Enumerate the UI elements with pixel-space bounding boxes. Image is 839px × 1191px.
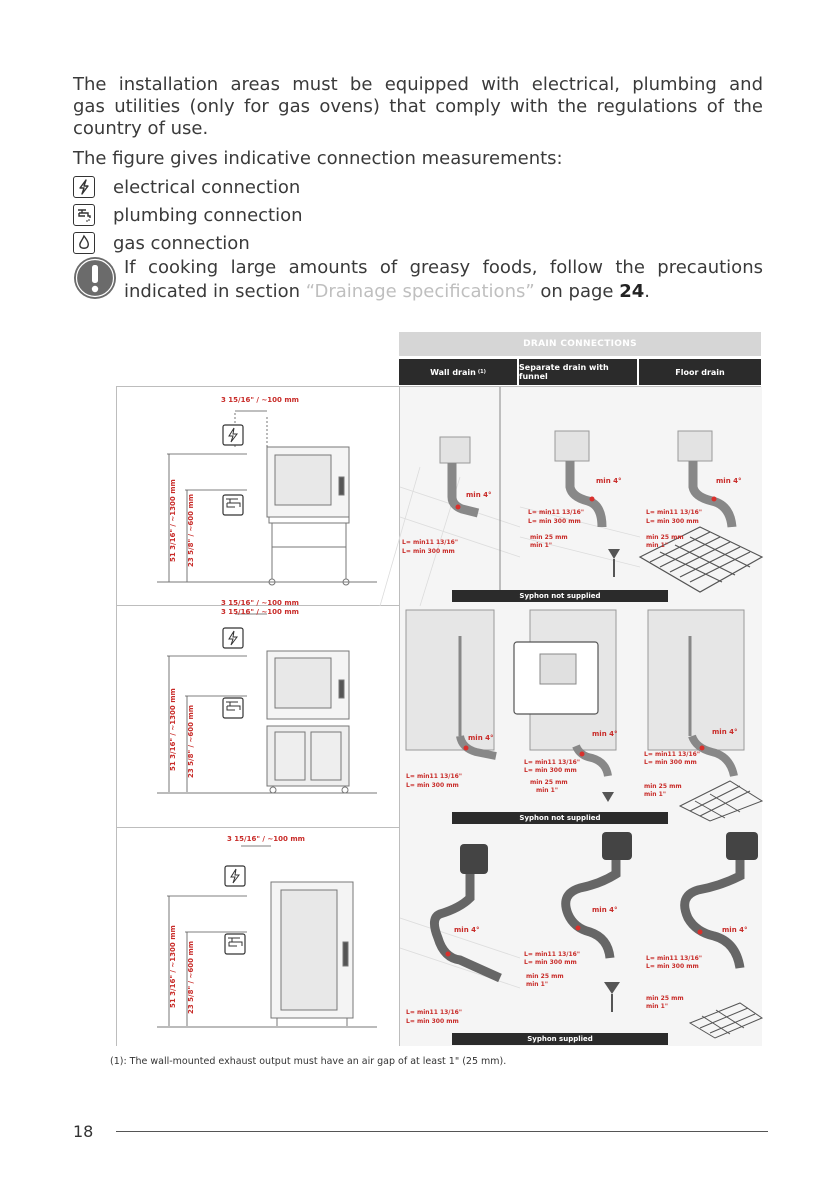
separate-drain-row-1 xyxy=(520,387,640,606)
plumbing-icon xyxy=(73,204,95,226)
svg-text:min 4°: min 4° xyxy=(468,734,494,742)
separate-drain-row-3 xyxy=(520,828,640,1046)
svg-text:min 1": min 1" xyxy=(530,542,552,549)
svg-text:L= min11 13/16": L= min11 13/16" xyxy=(528,509,584,516)
page-reference[interactable]: 24 xyxy=(619,281,645,302)
svg-text:L= min 300 mm: L= min 300 mm xyxy=(646,518,699,525)
svg-text:23 5/8" / ~600 mm: 23 5/8" / ~600 mm xyxy=(187,704,195,778)
svg-text:min 25 mm: min 25 mm xyxy=(644,783,682,790)
column-header-floor-drain: Floor drain xyxy=(639,359,761,385)
drain-connections-figure xyxy=(116,332,761,1046)
intro-line-2: gas utilities (only for gas ovens) that comply with the regulations of the xyxy=(73,96,763,117)
dim-height-high-label: 51 3/16" / ~1300 mm xyxy=(169,479,177,562)
figure-intro: The figure gives indicative connection measurements: xyxy=(73,148,563,169)
svg-text:min 1": min 1" xyxy=(646,542,668,549)
wall-drain-row-3 xyxy=(400,828,520,1046)
oven-diagram-row-2 xyxy=(117,599,400,828)
svg-text:L= min 300 mm: L= min 300 mm xyxy=(406,1018,459,1025)
electrical-icon xyxy=(73,176,95,198)
column-header-separate-drain: Separate drain with funnel xyxy=(519,359,637,385)
svg-text:L= min11 13/16": L= min11 13/16" xyxy=(646,509,702,516)
floor-drain-row-1 xyxy=(640,387,762,606)
svg-text:L= min11 13/16": L= min11 13/16" xyxy=(406,773,462,780)
svg-text:min 4°: min 4° xyxy=(592,906,618,914)
legend-label: electrical connection xyxy=(113,176,301,198)
svg-text:L= min 300 mm: L= min 300 mm xyxy=(524,767,577,774)
legend-gas xyxy=(73,231,250,255)
svg-text:min 4°: min 4° xyxy=(716,477,742,485)
svg-text:min 25 mm: min 25 mm xyxy=(530,779,568,786)
svg-text:min 4°: min 4° xyxy=(712,728,738,736)
svg-text:min 4°: min 4° xyxy=(454,926,480,934)
svg-text:min 4°: min 4° xyxy=(592,730,618,738)
svg-text:L= min11 13/16": L= min11 13/16" xyxy=(646,955,702,962)
syphon-not-supplied-banner-1: Syphon not supplied xyxy=(452,590,668,602)
svg-text:min 25 mm: min 25 mm xyxy=(530,534,568,541)
svg-text:min 1": min 1" xyxy=(646,1003,668,1010)
svg-text:L= min 300 mm: L= min 300 mm xyxy=(644,759,697,766)
svg-text:min 25 mm: min 25 mm xyxy=(646,995,684,1002)
wall-drain-row-1 xyxy=(400,387,520,606)
svg-text:min 4°: min 4° xyxy=(596,477,622,485)
oven-diagram-row-1 xyxy=(117,387,400,606)
svg-text:L= min11 13/16": L= min11 13/16" xyxy=(644,751,700,758)
svg-text:min 1": min 1" xyxy=(536,787,558,794)
legend-plumbing xyxy=(73,203,303,227)
page-number: 18 xyxy=(73,1122,94,1141)
syphon-supplied-banner: Syphon supplied xyxy=(452,1033,668,1045)
svg-text:L= min 300 mm: L= min 300 mm xyxy=(406,782,459,789)
drainage-specifications-link[interactable]: “Drainage specifications” xyxy=(305,281,535,302)
floor-drain-row-2 xyxy=(640,606,762,828)
intro-paragraph xyxy=(73,74,763,140)
svg-text:min 1": min 1" xyxy=(644,791,666,798)
intro-line-3: country of use. xyxy=(73,118,209,139)
gas-icon xyxy=(73,232,95,254)
svg-text:L= min 300 mm: L= min 300 mm xyxy=(528,518,581,525)
svg-text:min 1": min 1" xyxy=(526,981,548,988)
wall-drain-row-2 xyxy=(400,606,520,828)
footer-rule xyxy=(116,1131,768,1132)
separate-drain-row-2 xyxy=(520,606,640,828)
dim-height-low-label: 23 5/8" / ~600 mm xyxy=(187,493,195,567)
svg-text:L= min 300 mm: L= min 300 mm xyxy=(524,959,577,966)
svg-text:L= min11 13/16": L= min11 13/16" xyxy=(406,1009,462,1016)
legend-label: plumbing connection xyxy=(113,204,303,226)
svg-text:min 25 mm: min 25 mm xyxy=(526,973,564,980)
legend-label: gas connection xyxy=(113,232,250,254)
svg-text:3 15/16" / ~100 mm: 3 15/16" / ~100 mm xyxy=(221,599,299,607)
svg-text:51 3/16" / ~1300 mm: 51 3/16" / ~1300 mm xyxy=(169,925,177,1008)
figure-grid xyxy=(116,386,761,1046)
legend-electrical xyxy=(73,175,300,199)
warning-line-1: If cooking large amounts of greasy foods, follow the precautions xyxy=(124,257,763,278)
svg-text:min 4°: min 4° xyxy=(722,926,748,934)
svg-text:L= min 300 mm: L= min 300 mm xyxy=(402,548,455,555)
svg-text:L= min11 13/16": L= min11 13/16" xyxy=(402,539,458,546)
dim-width-label-row-2: 3 15/16" / ~100 mm xyxy=(221,608,299,616)
drain-connections-title: DRAIN CONNECTIONS xyxy=(399,332,761,356)
svg-text:23 5/8" / ~600 mm: 23 5/8" / ~600 mm xyxy=(187,940,195,1014)
warning-text xyxy=(124,256,763,304)
oven-diagram-row-3 xyxy=(117,828,400,1046)
svg-text:51 3/16" / ~1300 mm: 51 3/16" / ~1300 mm xyxy=(169,688,177,771)
warning-icon xyxy=(73,256,117,300)
column-header-wall-drain: Wall drain (1) xyxy=(399,359,517,385)
svg-text:L= min 300 mm: L= min 300 mm xyxy=(646,963,699,970)
svg-text:L= min11 13/16": L= min11 13/16" xyxy=(524,759,580,766)
svg-text:min 25 mm: min 25 mm xyxy=(646,534,684,541)
footnote: (1): The wall-mounted exhaust output must have an air gap of at least 1" (25 mm). xyxy=(110,1056,507,1067)
syphon-not-supplied-banner-2: Syphon not supplied xyxy=(452,812,668,824)
warning-line-2: indicated in section “Drainage specifications” on page 24. xyxy=(124,281,651,302)
intro-line-1: The installation areas must be equipped with electrical, plumbing and xyxy=(73,74,763,95)
dim-width-label: 3 15/16" / ~100 mm xyxy=(221,396,299,404)
svg-text:3 15/16" / ~100 mm: 3 15/16" / ~100 mm xyxy=(227,835,305,843)
floor-drain-row-3 xyxy=(640,828,762,1046)
svg-text:min 4°: min 4° xyxy=(466,491,492,499)
svg-text:L= min11 13/16": L= min11 13/16" xyxy=(524,951,580,958)
